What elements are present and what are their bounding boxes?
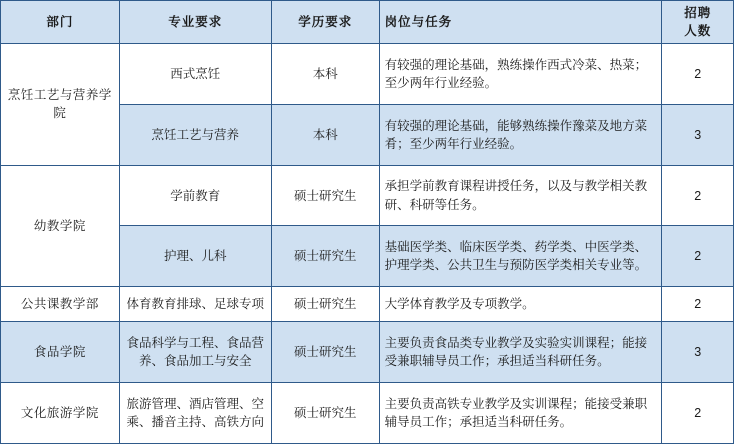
cell-major: 体育教育排球、足球专项 xyxy=(119,287,271,322)
cell-degree: 硕士研究生 xyxy=(271,287,379,322)
table-row xyxy=(1,287,734,322)
cell-major: 烹饪工艺与营养 xyxy=(119,104,271,165)
cell-degree: 本科 xyxy=(271,104,379,165)
table-row xyxy=(1,165,734,226)
cell-count: 2 xyxy=(662,44,734,105)
cell-duty: 大学体育教学及专项教学。 xyxy=(379,287,662,322)
table-row xyxy=(1,322,734,383)
cell-degree: 本科 xyxy=(271,44,379,105)
cell-major: 西式烹饪 xyxy=(119,44,271,105)
cell-degree: 硕士研究生 xyxy=(271,383,379,444)
cell-count: 2 xyxy=(662,383,734,444)
cell-count: 3 xyxy=(662,322,734,383)
column-header-count-line1: 招聘 xyxy=(684,6,712,20)
column-header-degree: 学历要求 xyxy=(271,1,379,44)
cell-count: 3 xyxy=(662,104,734,165)
cell-count: 2 xyxy=(662,226,734,287)
table-row xyxy=(1,383,734,444)
cell-major: 学前教育 xyxy=(119,165,271,226)
cell-duty: 承担学前教育课程讲授任务，以及与教学相关教研、科研等任务。 xyxy=(379,165,662,226)
cell-count: 2 xyxy=(662,287,734,322)
cell-major: 护理、儿科 xyxy=(119,226,271,287)
table-header-row xyxy=(1,1,734,44)
cell-duty: 主要负责食品类专业教学及实验实训课程；能接受兼职辅导员工作；承担适当科研任务。 xyxy=(379,322,662,383)
column-header-count xyxy=(662,1,734,44)
table-body xyxy=(1,44,734,444)
cell-duty: 主要负责高铁专业教学及实训课程；能接受兼职辅导员工作；承担适当科研任务。 xyxy=(379,383,662,444)
column-header-duty: 岗位与任务 xyxy=(379,1,662,44)
cell-major: 旅游管理、酒店管理、空乘、播音主持、高铁方向 xyxy=(119,383,271,444)
cell-duty: 有较强的理论基础，能够熟练操作豫菜及地方菜肴；至少两年行业经验。 xyxy=(379,104,662,165)
cell-count: 2 xyxy=(662,165,734,226)
cell-department: 幼教学院 xyxy=(1,165,120,286)
cell-department: 食品学院 xyxy=(1,322,120,383)
cell-degree: 硕士研究生 xyxy=(271,226,379,287)
cell-department: 烹饪工艺与营养学院 xyxy=(1,44,120,165)
cell-degree: 硕士研究生 xyxy=(271,165,379,226)
cell-department: 公共课教学部 xyxy=(1,287,120,322)
cell-degree: 硕士研究生 xyxy=(271,322,379,383)
cell-department: 文化旅游学院 xyxy=(1,383,120,444)
table-header xyxy=(1,1,734,44)
cell-duty: 有较强的理论基础，熟练操作西式冷菜、热菜；至少两年行业经验。 xyxy=(379,44,662,105)
table-row xyxy=(1,44,734,105)
column-header-department: 部门 xyxy=(1,1,120,44)
column-header-major: 专业要求 xyxy=(119,1,271,44)
cell-duty: 基础医学类、临床医学类、药学类、中医学类、护理学类、公共卫生与预防医学类相关专业等。 xyxy=(379,226,662,287)
column-header-count-line2: 人数 xyxy=(684,24,712,39)
cell-major: 食品科学与工程、食品营养、食品加工与安全 xyxy=(119,322,271,383)
